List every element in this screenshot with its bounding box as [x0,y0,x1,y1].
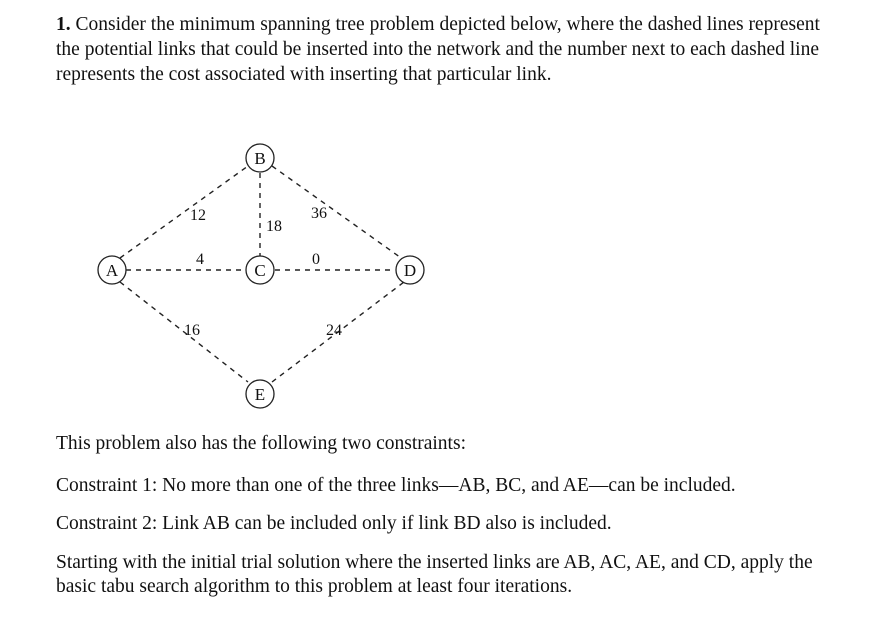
edge-de-cost: 24 [326,322,342,339]
edge-bd [272,166,404,260]
node-a-label: A [105,261,119,280]
constraint-2: Constraint 2: Link AB can be included only if link BD also is included. [56,513,612,534]
edge-ae-cost: 16 [184,322,200,339]
edge-bc-cost: 18 [266,218,282,235]
edge-cd-cost: 0 [312,251,320,268]
constraint-1: Constraint 1: No more than one of the three links—AB, BC, and AE—can be included. [56,475,736,496]
node-b-label: B [254,149,266,168]
task-instructions: Starting with the initial trial solution where the inserted links are AB, AC, AE, and CD, apply the basic tabu search algorithm to this problem at least four iterations. [56,552,813,597]
node-d-label: D [403,261,417,280]
edge-ab-cost: 12 [190,207,206,224]
edge-bd-cost: 36 [311,205,327,222]
problem-number: 1. [56,14,71,35]
constraints-intro: This problem also has the following two constraints: [56,433,466,454]
problem-intro: Consider the minimum spanning tree problem depicted below, where the dashed lines represent the potential links that could be inserted into the network and the number next to each dashed line represents the cost associated with inserting that particular link. [56,14,820,85]
edge-ab [120,166,248,258]
edge-ac-cost: 4 [196,251,204,268]
node-c-label: C [254,261,266,280]
node-e-label: E [254,385,266,404]
